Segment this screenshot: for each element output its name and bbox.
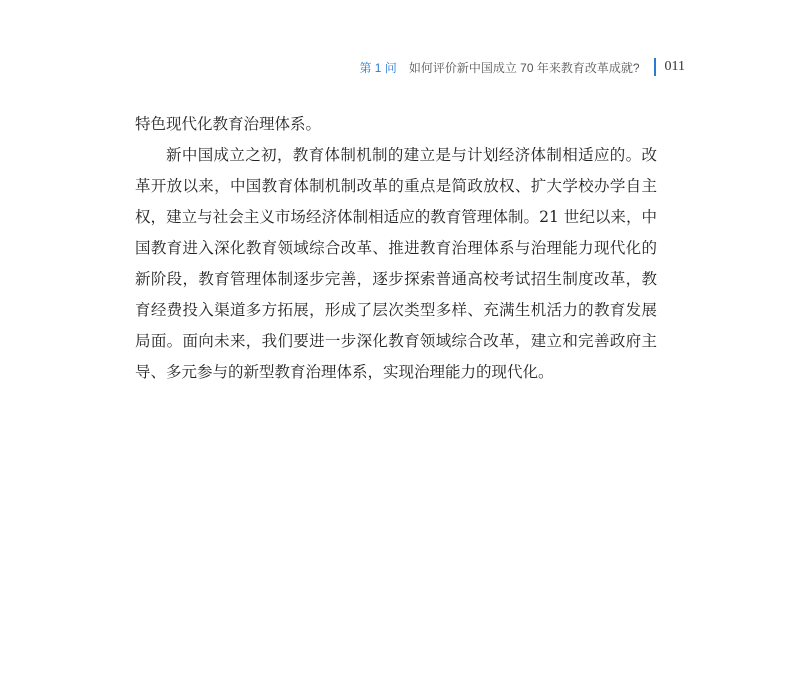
- body-text: [135, 109, 657, 388]
- chapter-label: 第 1 问: [359, 60, 397, 75]
- body-paragraph: 新中国成立之初，教育体制机制的建立是与计划经济体制相适应的。改革开放以来，中国教育体制机制改革的重点是简政放权、扩大学校办学自主权，建立与社会主义市场经济体制相适应的教育管理体制。21 世纪以来，中国教育进入深化教育领域综合改革、推进教育治理体系与治理能力现代化的新阶段，教育管理体制逐步完善，逐步探索普通高校考试招生制度改革，教育经费投入渠道多方拓展，形成了层次类型多样、充满生机活力的教育发展局面。面向未来，我们要进一步深化教育领域综合改革，建立和完善政府主导、多元参与的新型教育治理体系，实现治理能力的现代化。: [135, 146, 657, 381]
- running-header: [359, 58, 685, 76]
- continuation-line: 特色现代化教育治理体系。: [135, 115, 322, 133]
- header-divider: [654, 58, 656, 76]
- question-title: 如何评价新中国成立 70 年来教育改革成就?: [408, 60, 640, 75]
- page-number: 011: [664, 59, 685, 74]
